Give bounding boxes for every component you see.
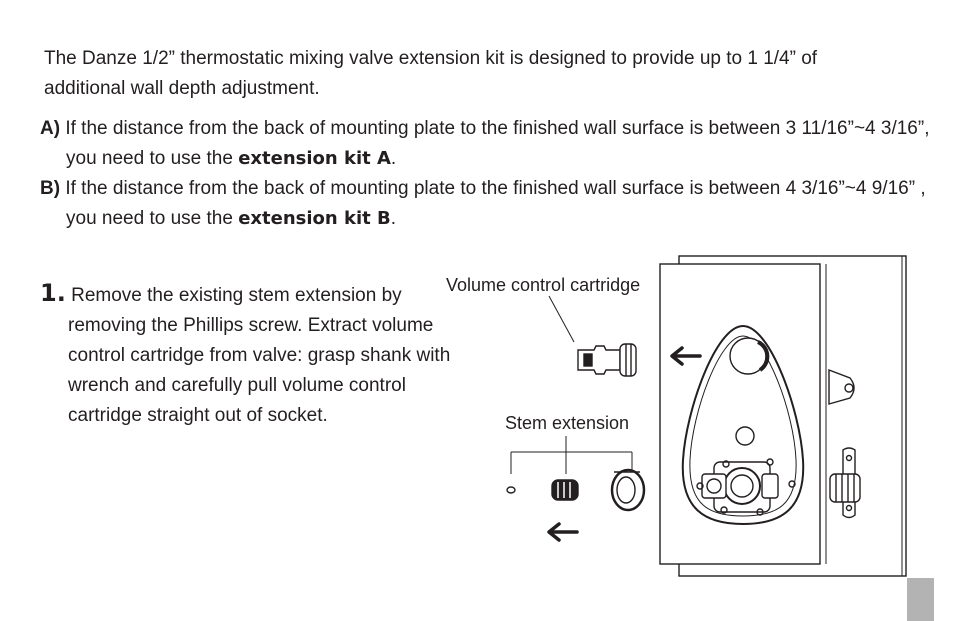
- stem-extension-parts: [507, 436, 644, 510]
- stem-extension-label: Stem extension: [505, 413, 630, 433]
- option-a-period: .: [390, 148, 397, 169]
- step-1-number: 1.: [40, 279, 66, 307]
- option-a-kit: extension kit A: [238, 148, 391, 169]
- page-tab: [907, 578, 934, 621]
- option-b-text: If the distance from the back of mounting plate to the finished wall surface is between 4 3/16”~4 9/16” , you need to use the: [65, 178, 926, 229]
- option-b-period: .: [390, 208, 396, 229]
- left-arrow-icon-lower: [549, 524, 577, 540]
- option-b-kit: extension kit B: [238, 208, 391, 229]
- step-1-text: Remove the existing stem extension by removing the Phillips screw. Extract volume control cartridge from valve: grasp shank with wrench and carefully pull volume control cartridge straight out of socket.: [68, 285, 451, 426]
- volume-cartridge-label: Volume control cartridge: [446, 275, 641, 295]
- option-b-label: B): [40, 178, 61, 199]
- option-a-text: If the distance from the back of mounting plate to the finished wall surface is between 3 11/16”~4 3/16”, you need to use the: [65, 118, 930, 169]
- volume-cartridge: [549, 296, 636, 376]
- option-a-label: A): [40, 118, 61, 139]
- intro-paragraph: The Danze 1/2” thermostatic mixing valve extension kit is designed to provide up to 1 1/4” of additional wall depth adjustment.: [44, 48, 818, 99]
